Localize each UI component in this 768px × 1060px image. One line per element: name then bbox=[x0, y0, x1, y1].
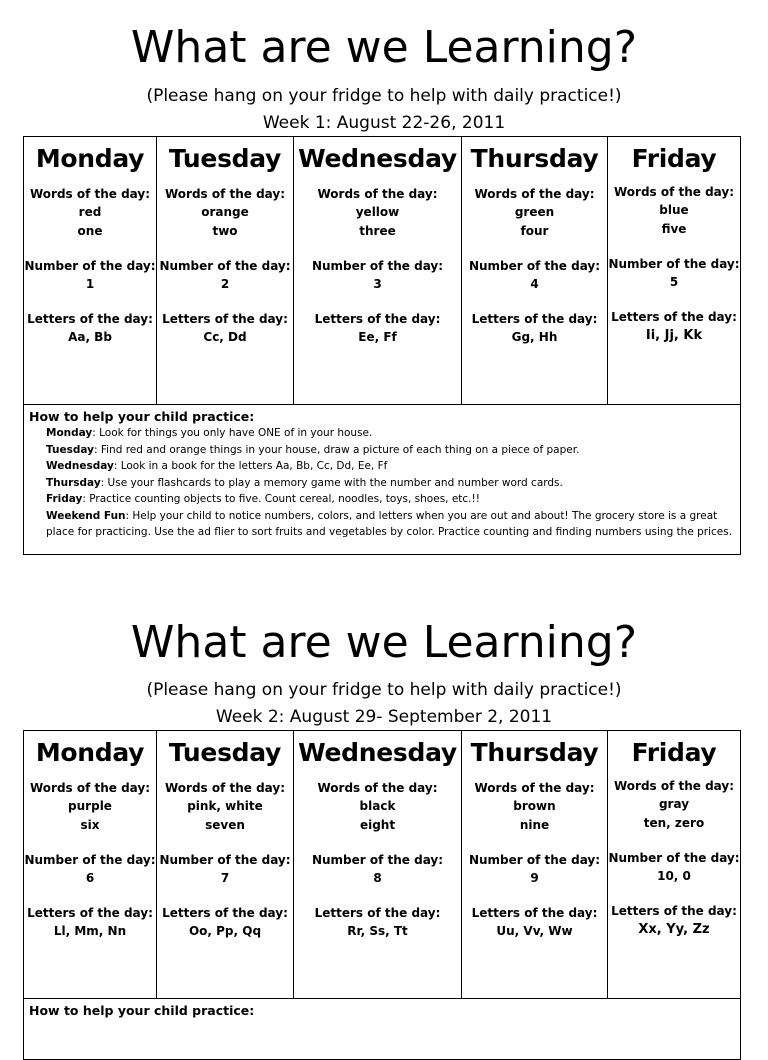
word-value: six bbox=[80, 818, 100, 832]
tip-day: Weekend Fun bbox=[46, 509, 126, 522]
letters-label: Letters of the day: bbox=[471, 312, 598, 326]
word-value: purple bbox=[68, 799, 112, 813]
practice-tips bbox=[24, 405, 740, 543]
day-name: Tuesday bbox=[168, 738, 282, 767]
tip-day: Tuesday bbox=[46, 443, 94, 456]
tip-thursday bbox=[29, 475, 734, 492]
word-value: nine bbox=[519, 818, 550, 832]
words-label: Words of the day: bbox=[474, 187, 595, 201]
page-subtitle: (Please hang on your fridge to help with daily practice!) bbox=[146, 86, 622, 106]
words-label: Words of the day: bbox=[29, 781, 151, 795]
tip-monday bbox=[29, 425, 734, 442]
day-column-friday bbox=[608, 137, 740, 404]
letters-label: Letters of the day: bbox=[471, 906, 598, 920]
word-value: ten, zero bbox=[643, 816, 705, 830]
tip-text: : Help your child to notice numbers, colors, and letters when you are out and about! The grocery store is a great place for practicing. Use the ad flier to sort fruits and vegetables by color. Practice counting and finding numbers using the prices. bbox=[46, 509, 733, 538]
number-value: 8 bbox=[373, 871, 382, 885]
number-value: 3 bbox=[373, 277, 382, 291]
page-title: What are we Learning? bbox=[130, 22, 638, 73]
words-label: Words of the day: bbox=[613, 185, 735, 199]
number-value: 5 bbox=[669, 275, 679, 289]
day-column-monday bbox=[24, 137, 157, 404]
letters-value: Aa, Bb bbox=[68, 330, 112, 344]
number-label: Number of the day: bbox=[311, 853, 444, 867]
tip-wednesday bbox=[29, 458, 734, 475]
words-label: Words of the day: bbox=[164, 781, 286, 795]
letters-value: Uu, Vv, Ww bbox=[496, 924, 573, 938]
word-value: one bbox=[77, 224, 103, 238]
day-column-tuesday bbox=[157, 137, 294, 404]
number-label: Number of the day: bbox=[24, 853, 156, 867]
word-value: red bbox=[78, 205, 102, 219]
schedule-table bbox=[23, 136, 741, 555]
word-value: four bbox=[520, 224, 549, 238]
tip-text: : Find red and orange things in your house, draw a picture of each thing on a piece of paper. bbox=[93, 443, 580, 456]
tip-day: Monday bbox=[46, 427, 93, 439]
letters-label: Letters of the day: bbox=[314, 906, 441, 920]
number-value: 10, 0 bbox=[657, 869, 691, 883]
day-name: Wednesday bbox=[298, 144, 457, 173]
letters-value: Rr, Ss, Tt bbox=[347, 924, 408, 938]
day-name: Monday bbox=[35, 738, 145, 767]
words-label: Words of the day: bbox=[317, 187, 438, 201]
number-value: 6 bbox=[85, 871, 95, 885]
days-row bbox=[24, 731, 740, 999]
day-column-wednesday bbox=[294, 137, 462, 404]
word-value: two bbox=[212, 224, 238, 238]
number-label: Number of the day: bbox=[468, 259, 601, 273]
day-name: Wednesday bbox=[298, 738, 457, 767]
tip-text: : Look in a book for the letters Aa, Bb, Cc, Dd, Ee, Ff bbox=[113, 460, 388, 472]
day-column-wednesday bbox=[294, 731, 462, 998]
letters-value: Xx, Yy, Zz bbox=[638, 922, 710, 937]
words-label: Words of the day: bbox=[317, 781, 438, 795]
day-column-monday bbox=[24, 731, 157, 998]
word-value: black bbox=[359, 799, 396, 813]
week-heading: Week 1: August 22-26, 2011 bbox=[262, 113, 506, 133]
letters-label: Letters of the day: bbox=[611, 904, 737, 918]
letters-value: Ii, Jj, Kk bbox=[645, 328, 703, 343]
practice-tips bbox=[24, 999, 740, 1021]
letters-value: Cc, Dd bbox=[203, 330, 247, 344]
practice-tips-title: How to help your child practice: bbox=[29, 1003, 255, 1018]
word-value: yellow bbox=[355, 205, 400, 219]
number-value: 2 bbox=[220, 277, 230, 291]
number-label: Number of the day: bbox=[311, 259, 444, 273]
day-column-thursday bbox=[462, 137, 608, 404]
tip-tuesday bbox=[29, 442, 734, 459]
tip-day: Friday bbox=[46, 493, 83, 505]
letters-label: Letters of the day: bbox=[162, 906, 288, 920]
number-value: 9 bbox=[530, 871, 539, 885]
number-label: Number of the day: bbox=[24, 259, 156, 273]
week-heading: Week 2: August 29- September 2, 2011 bbox=[215, 707, 553, 727]
number-label: Number of the day: bbox=[608, 851, 740, 865]
number-label: Number of the day: bbox=[608, 257, 740, 271]
word-value: orange bbox=[201, 205, 249, 219]
day-name: Friday bbox=[631, 144, 717, 173]
days-row bbox=[24, 137, 740, 405]
number-label: Number of the day: bbox=[159, 853, 291, 867]
words-label: Words of the day: bbox=[29, 187, 151, 201]
word-value: eight bbox=[359, 818, 396, 832]
number-label: Number of the day: bbox=[159, 259, 291, 273]
word-value: brown bbox=[513, 799, 556, 813]
number-value: 4 bbox=[530, 277, 539, 291]
day-name: Tuesday bbox=[168, 144, 282, 173]
page-subtitle: (Please hang on your fridge to help with daily practice!) bbox=[146, 680, 622, 700]
word-value: pink, white bbox=[187, 799, 263, 813]
words-label: Words of the day: bbox=[474, 781, 595, 795]
page-title: What are we Learning? bbox=[130, 617, 638, 668]
letters-label: Letters of the day: bbox=[27, 906, 153, 920]
word-value: green bbox=[514, 205, 555, 219]
day-column-tuesday bbox=[157, 731, 294, 998]
letters-value: Oo, Pp, Qq bbox=[188, 924, 262, 938]
number-value: 1 bbox=[85, 277, 95, 291]
word-value: blue bbox=[659, 203, 689, 217]
tip-day: Wednesday bbox=[46, 460, 114, 472]
number-value: 7 bbox=[220, 871, 230, 885]
letters-value: Gg, Hh bbox=[511, 330, 558, 344]
number-label: Number of the day: bbox=[468, 853, 601, 867]
day-name: Friday bbox=[631, 738, 717, 767]
letters-label: Letters of the day: bbox=[27, 312, 153, 326]
word-value: seven bbox=[205, 818, 245, 832]
words-label: Words of the day: bbox=[613, 779, 735, 793]
word-value: gray bbox=[658, 797, 690, 811]
letters-value: Ee, Ff bbox=[358, 330, 397, 344]
letters-value: Ll, Mm, Nn bbox=[53, 924, 127, 938]
letters-label: Letters of the day: bbox=[611, 310, 737, 324]
letters-label: Letters of the day: bbox=[314, 312, 441, 326]
tip-day: Thursday bbox=[46, 476, 101, 489]
practice-tips-title: How to help your child practice: bbox=[29, 409, 255, 424]
day-column-friday bbox=[608, 731, 740, 998]
tip-text: : Look for things you only have ONE of in your house. bbox=[92, 427, 373, 439]
schedule-table bbox=[23, 730, 741, 1060]
word-value: three bbox=[359, 224, 396, 238]
day-name: Thursday bbox=[470, 144, 599, 173]
tip-weekend bbox=[29, 508, 734, 541]
tip-friday bbox=[29, 491, 734, 508]
words-label: Words of the day: bbox=[164, 187, 286, 201]
letters-label: Letters of the day: bbox=[162, 312, 288, 326]
day-name: Thursday bbox=[470, 738, 599, 767]
word-value: five bbox=[661, 222, 687, 236]
tip-text: : Use your flashcards to play a memory game with the number and number word cards. bbox=[100, 476, 563, 489]
tip-text: : Practice counting objects to five. Count cereal, noodles, toys, shoes, etc.!! bbox=[82, 493, 480, 505]
day-column-thursday bbox=[462, 731, 608, 998]
day-name: Monday bbox=[35, 144, 145, 173]
